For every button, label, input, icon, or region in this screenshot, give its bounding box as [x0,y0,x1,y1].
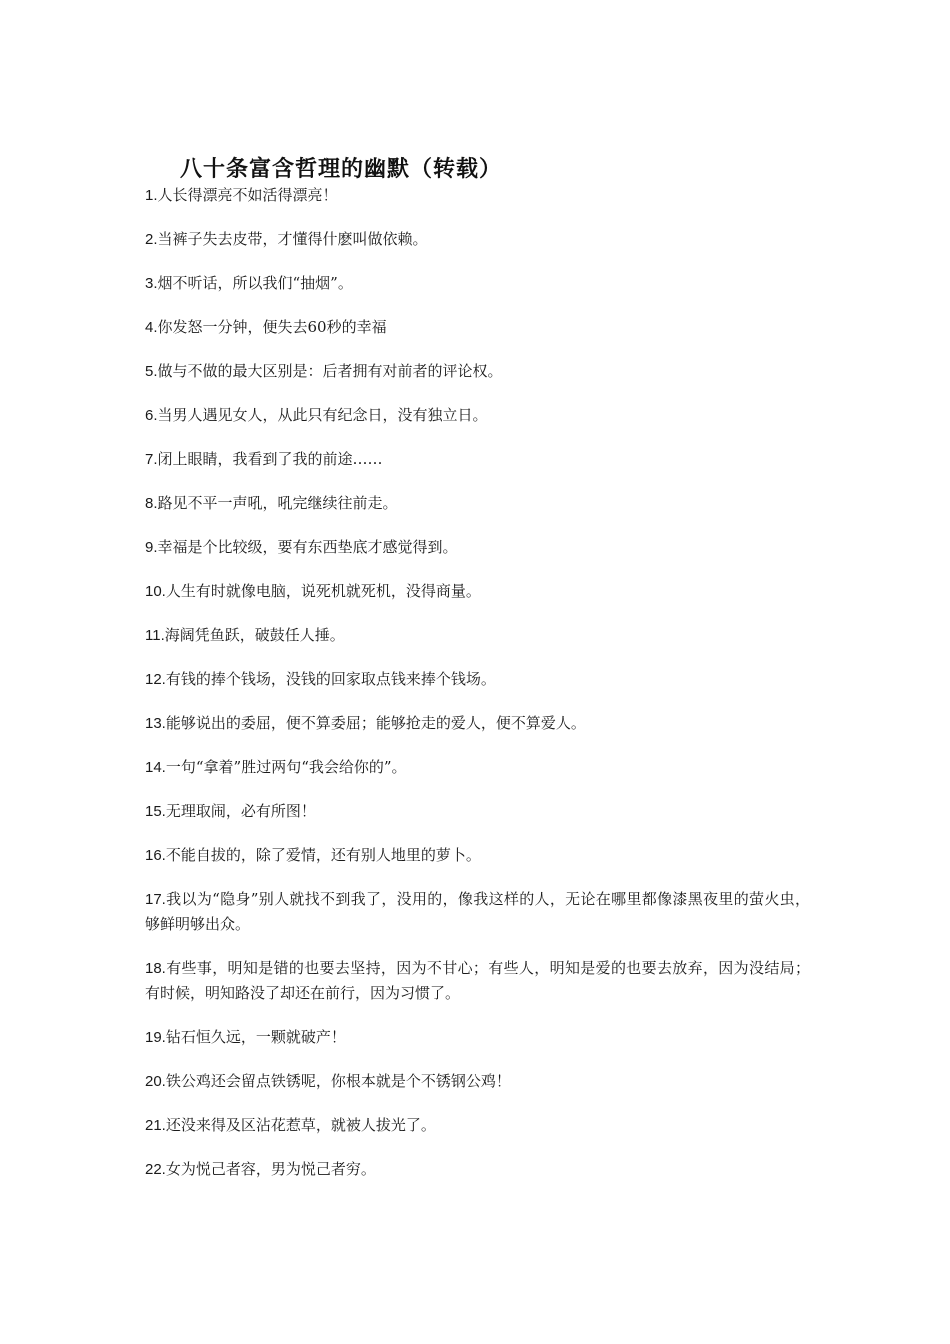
item-text: 闭上眼睛，我看到了我的前途…… [157,450,383,468]
item-number: 6. [145,407,158,424]
item-text: 人生有时就像电脑，说死机就死机，没得商量。 [165,582,481,600]
list-item [145,843,810,868]
item-number: 19. [145,1029,166,1046]
list-item [145,755,810,780]
item-text: 当裤子失去皮带，才懂得什麽叫做依赖。 [157,230,428,248]
item-text: 我以为“隐身”别人就找不到我了，没用的，像我这样的人，无论在哪里都像漆黑夜里的萤火虫，够鲜明够出众。 [145,890,810,933]
item-text: 钻石恒久远，一颗就破产！ [165,1028,346,1046]
list-item [145,271,810,296]
list-item [145,535,810,560]
item-number: 7. [145,451,158,468]
list-item [145,956,810,1006]
item-number: 1. [145,187,158,204]
item-text: 女为悦己者容，男为悦己者穷。 [165,1160,376,1178]
list-item [145,447,810,472]
list-item [145,579,810,604]
document-title: 八十条富含哲理的幽默（转载） [180,157,503,182]
item-number: 20. [145,1073,166,1090]
list-item [145,1069,810,1094]
item-number: 3. [145,275,158,292]
list-item [145,799,810,824]
item-text: 无理取闹，必有所图！ [165,802,316,820]
item-text: 路见不平一声吼，吼完继续往前走。 [157,494,398,512]
item-text: 海阔凭鱼跃，破鼓任人捶。 [164,626,345,644]
list-item [145,491,810,516]
list-item [145,315,810,340]
item-text: 烟不听话，所以我们“抽烟”。 [157,274,353,292]
item-text: 当男人遇见女人，从此只有纪念日，没有独立日。 [157,406,488,424]
item-text: 做与不做的最大区别是：后者拥有对前者的评论权。 [157,362,503,380]
item-number: 18. [145,960,166,977]
item-number: 10. [145,583,166,600]
list-item [145,183,810,208]
list-item [145,887,810,937]
list-item [145,711,810,736]
list-item [145,227,810,252]
list-item [145,1157,810,1182]
item-number: 12. [145,671,166,688]
item-number: 9. [145,539,158,556]
item-number: 2. [145,231,158,248]
item-text: 还没来得及区沾花惹草，就被人拔光了。 [165,1116,436,1134]
list-item [145,403,810,428]
item-number: 22. [145,1161,166,1178]
list-item [145,359,810,384]
item-text: 你发怒一分钟，便失去60秒的幸福 [157,318,387,336]
joke-list [145,183,810,1201]
list-item [145,1025,810,1050]
item-text: 有钱的捧个钱场，没钱的回家取点钱来捧个钱场。 [165,670,496,688]
item-number: 5. [145,363,158,380]
list-item [145,623,810,648]
item-number: 13. [145,715,166,732]
item-number: 16. [145,847,166,864]
item-number: 15. [145,803,166,820]
list-item [145,1113,810,1138]
item-text: 能够说出的委屈，便不算委屈；能够抢走的爱人，便不算爱人。 [165,714,586,732]
item-text: 不能自拔的，除了爱情，还有别人地里的萝卜。 [165,846,481,864]
item-number: 14. [145,759,166,776]
item-number: 4. [145,319,158,336]
item-text: 铁公鸡还会留点铁锈呢，你根本就是个不锈钢公鸡！ [165,1072,511,1090]
item-number: 21. [145,1117,166,1134]
item-number: 11. [145,627,165,644]
item-number: 17. [145,891,166,908]
item-number: 8. [145,495,158,512]
item-text: 幸福是个比较级，要有东西垫底才感觉得到。 [157,538,458,556]
item-text: 有些事，明知是错的也要去坚持，因为不甘心；有些人，明知是爱的也要去放弃，因为没结局；有时候，明知路没了却还在前行，因为习惯了。 [145,959,810,1002]
list-item [145,667,810,692]
item-text: 人长得漂亮不如活得漂亮！ [157,186,338,204]
item-text: 一句“拿着”胜过两句“我会给你的”。 [165,758,407,776]
